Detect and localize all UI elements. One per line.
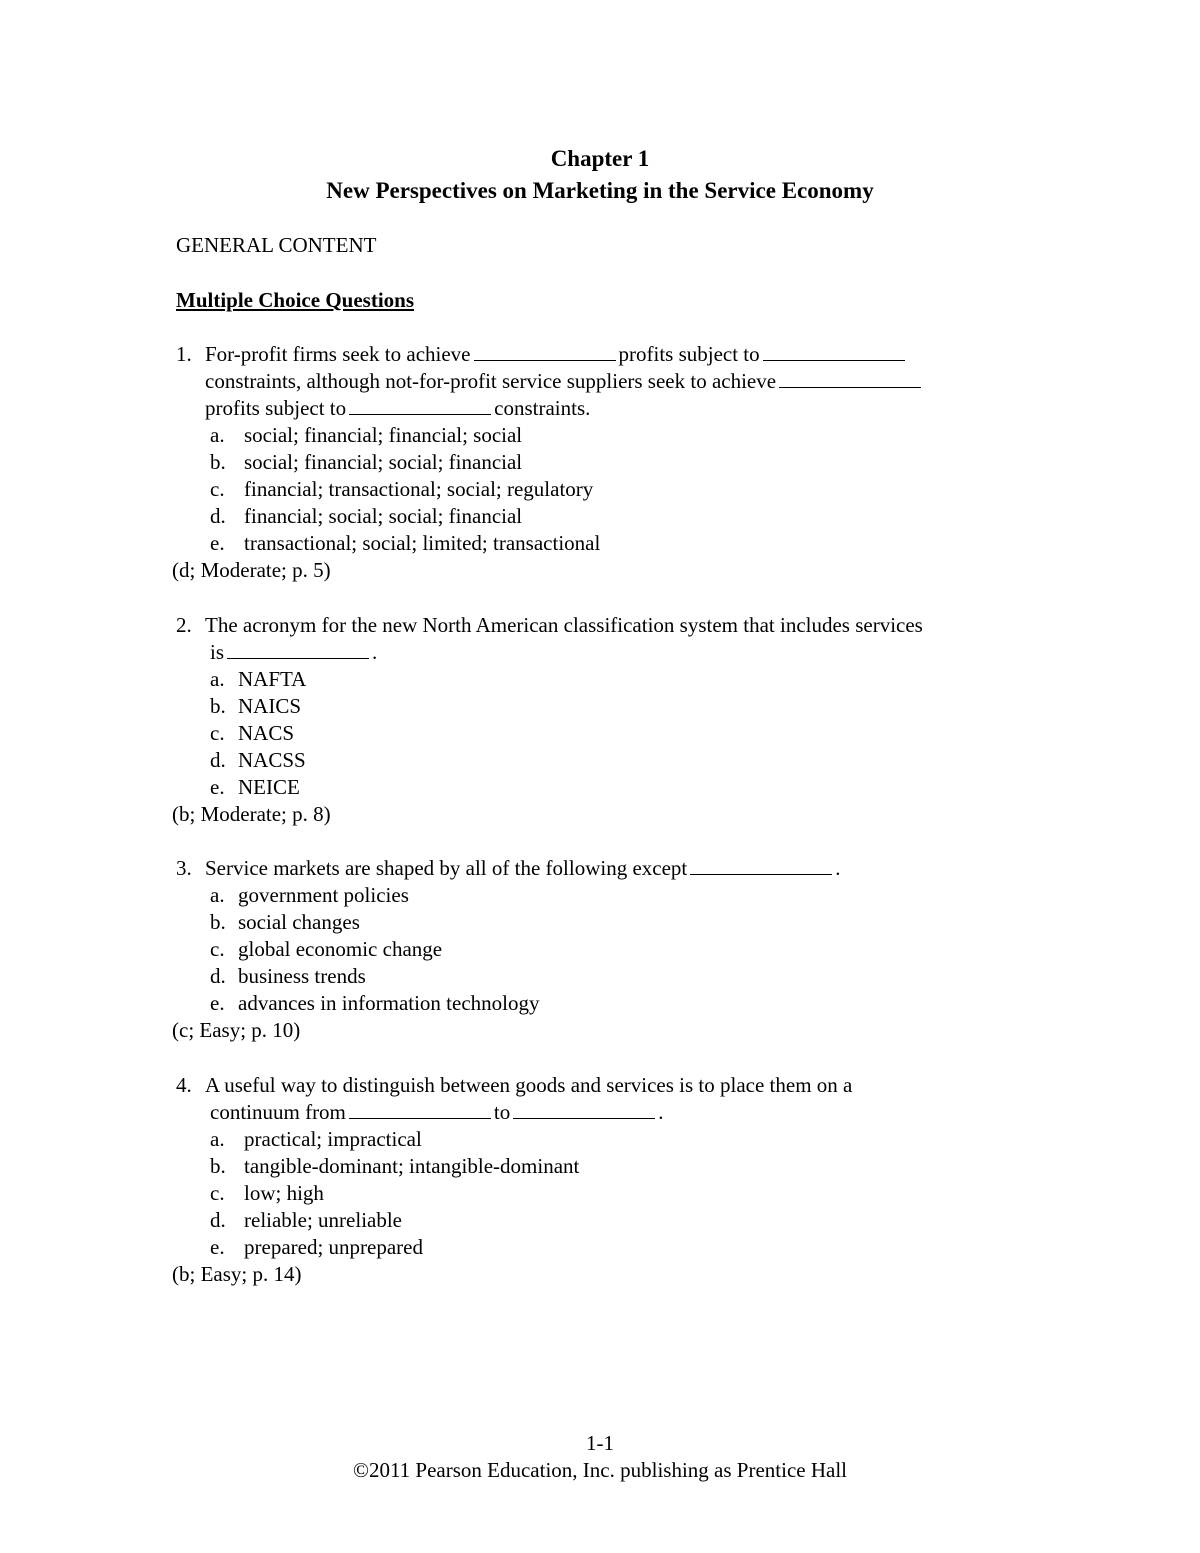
- chapter-number: Chapter 1: [550, 146, 650, 171]
- answer-option: e. advances in information technology: [210, 991, 540, 1015]
- answer-option: c. NACS: [210, 721, 295, 745]
- answer-option: e. NEICE: [210, 775, 300, 799]
- answer-key: (b; Moderate; p. 8): [172, 802, 331, 826]
- answer-option: a. social; financial; financial; social: [210, 423, 523, 447]
- question-number: 3.: [176, 856, 192, 880]
- question-text-line: profits subject to constraints.: [205, 396, 591, 420]
- question-text-line: The acronym for the new North American classification system that includes services: [205, 613, 923, 637]
- answer-option: e. transactional; social; limited; transactional: [210, 531, 601, 555]
- question-text-line: For-profit firms seek to achieve profits subject to: [205, 341, 908, 368]
- answer-option: e. prepared; unprepared: [210, 1235, 423, 1259]
- answer-option: d. NACSS: [210, 748, 306, 772]
- answer-option: a. NAFTA: [210, 667, 307, 691]
- question-text-line: is .: [210, 640, 378, 664]
- answer-option: b. NAICS: [210, 694, 302, 718]
- answer-option: b. social changes: [210, 910, 360, 934]
- question-number: 4.: [176, 1073, 192, 1097]
- answer-option: d. business trends: [210, 964, 366, 988]
- answer-key: (d; Moderate; p. 5): [172, 558, 331, 582]
- section-label: GENERAL CONTENT: [176, 233, 377, 257]
- question-number: 1.: [176, 342, 192, 366]
- question-text-line: continuum from to .: [210, 1100, 664, 1124]
- answer-option: c. global economic change: [210, 937, 443, 961]
- answer-option: c. low; high: [210, 1181, 324, 1205]
- answer-option: a. practical; impractical: [210, 1127, 422, 1151]
- answer-option: d. reliable; unreliable: [210, 1208, 403, 1232]
- answer-option: c. financial; transactional; social; regulatory: [210, 477, 594, 501]
- question-text-line: A useful way to distinguish between goods and services is to place them on a: [205, 1073, 853, 1097]
- answer-key: (c; Easy; p. 10): [172, 1018, 301, 1042]
- question-number: 2.: [176, 613, 192, 637]
- answer-key: (b; Easy; p. 14): [172, 1262, 302, 1286]
- answer-option: b. tangible-dominant; intangible-dominant: [210, 1154, 580, 1178]
- question-text-line: constraints, although not-for-profit service suppliers seek to achieve: [205, 368, 924, 395]
- answer-option: a. government policies: [210, 883, 409, 907]
- copyright-notice: ©2011 Pearson Education, Inc. publishing as Prentice Hall: [353, 1458, 847, 1482]
- subsection-heading: Multiple Choice Questions: [176, 288, 415, 312]
- answer-option: b. social; financial; social; financial: [210, 450, 523, 474]
- question-text-line: Service markets are shaped by all of the following except .: [205, 856, 841, 880]
- chapter-title: New Perspectives on Marketing in the Service Economy: [326, 178, 874, 203]
- answer-option: d. financial; social; social; financial: [210, 504, 523, 528]
- page-number: 1-1: [586, 1431, 614, 1455]
